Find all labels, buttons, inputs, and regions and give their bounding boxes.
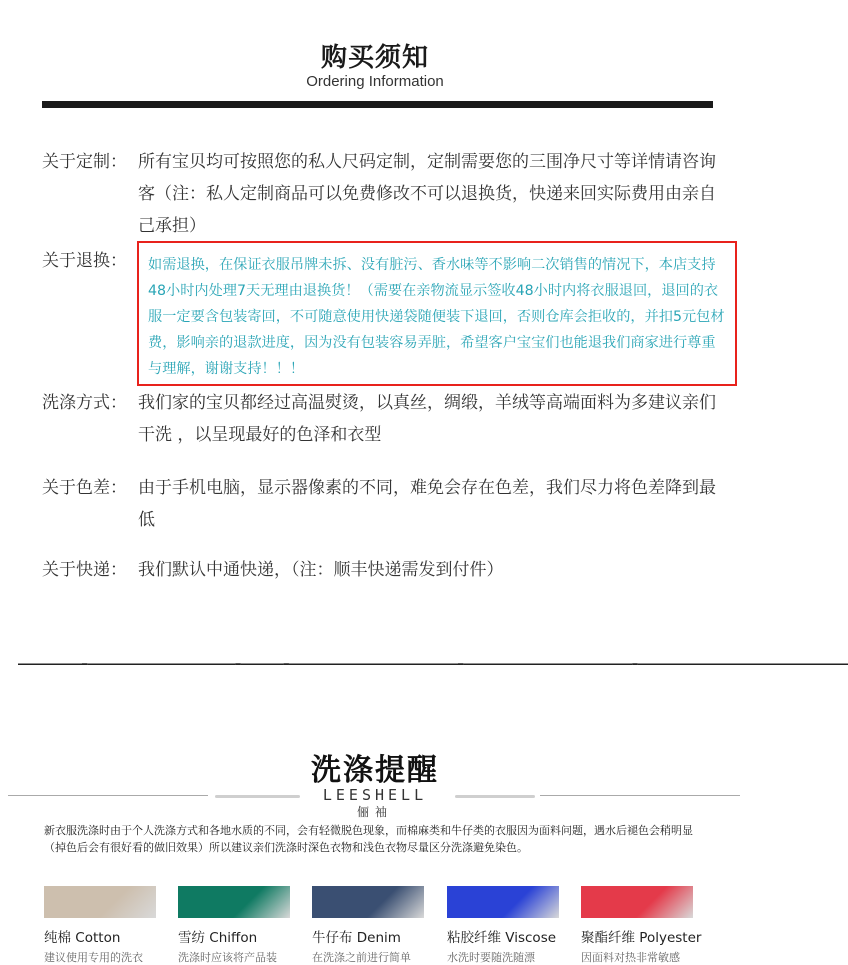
row-custom-label: 关于定制： bbox=[42, 152, 127, 172]
fabric-swatch bbox=[312, 886, 424, 918]
fabric-desc: 因面料对热非常敏感 bbox=[581, 951, 680, 964]
fabric-name: 粘胶纤维 Viscose bbox=[447, 930, 557, 946]
fabric-card bbox=[581, 886, 702, 964]
fabric-desc: 洗涤时应该将产品装 bbox=[178, 951, 277, 964]
section-divider: ———-———————-——-————————-————————-—————————— bbox=[18, 650, 848, 675]
row-delivery-label: 关于快递： bbox=[42, 560, 127, 580]
brand-logo-cn: 俪袖 bbox=[356, 805, 393, 819]
fabric-card bbox=[44, 886, 160, 963]
fabric-name: 聚酯纤维 Polyester bbox=[581, 930, 702, 946]
fabric-swatch bbox=[581, 886, 693, 918]
row-exchange-label: 关于退换： bbox=[42, 251, 127, 271]
ordering-subtitle: Ordering Information bbox=[306, 73, 444, 90]
row-delivery-text: 我们默认中通快递，（注：顺丰快递需发到付件） bbox=[138, 560, 504, 580]
washing-intro: 新衣服洗涤时由于个人洗涤方式和各地水质的不同，会有轻微脱色现象，而棉麻类和牛仔类的衣服因为面料问题，遇水后褪色会稍明显（掉色后会有很好看的做旧效果）所以建议亲们洗涤时深色衣物和浅色衣物尽量区分洗涤避免染色。 bbox=[44, 824, 693, 854]
fabric-name: 雪纺 Chiffon bbox=[178, 930, 258, 946]
washing-title: 洗涤提醒 bbox=[311, 753, 439, 788]
fabric-swatch bbox=[178, 886, 290, 918]
fabric-card bbox=[312, 886, 428, 963]
row-washing-label: 洗涤方式： bbox=[42, 393, 127, 413]
row-color-diff-text: 由于手机电脑，显示器像素的不同，难免会存在色差，我们尽力将色差降到最低 bbox=[138, 478, 716, 530]
exchange-notice-box: 如需退换，在保证衣服吊牌未拆、没有脏污、香水味等不影响二次销售的情况下，本店支持48小时内处理7天无理由退换货！（需要在亲物流显示签收48小时内将衣服退回，退回的衣服一定要含包装寄回，不可随意使用快递袋随便装下退回，否则仓库会拒收的，并扣5元包材费，影响亲的退款进度，因为没有包装容易弄脏，希望客户宝宝们也能退我们商家进行尊重与理解，谢谢支持！！！ bbox=[137, 241, 737, 386]
fabric-name: 纯棉 Cotton bbox=[44, 930, 121, 946]
fabric-desc: 水洗时要随洗随漂 bbox=[447, 951, 535, 964]
brand-logo: LEESHELL bbox=[322, 786, 428, 804]
row-custom-text: 所有宝贝均可按照您的私人尺码定制，定制需要您的三围净尺寸等详情请咨询客（注：私人定制商品可以免费修改不可以退换货，快递来回实际费用由亲自己承担） bbox=[138, 152, 716, 236]
fabric-desc: 在洗涤之前进行简单 bbox=[312, 951, 411, 964]
row-washing-text: 我们家的宝贝都经过高温熨烫，以真丝，绸缎，羊绒等高端面料为多建议亲们干洗 ，以呈现最好的色泽和衣型 bbox=[138, 393, 716, 445]
fabric-swatch bbox=[447, 886, 559, 918]
ordering-title: 购买须知 bbox=[320, 43, 429, 73]
fabric-name: 牛仔布 Denim bbox=[312, 930, 401, 946]
fabric-swatch bbox=[44, 886, 156, 918]
row-color-diff-label: 关于色差： bbox=[42, 478, 127, 498]
fabric-desc: 建议使用专用的洗衣 bbox=[44, 951, 143, 964]
fabric-card bbox=[447, 886, 563, 963]
fabric-card bbox=[178, 886, 294, 963]
title-rule bbox=[42, 101, 713, 108]
